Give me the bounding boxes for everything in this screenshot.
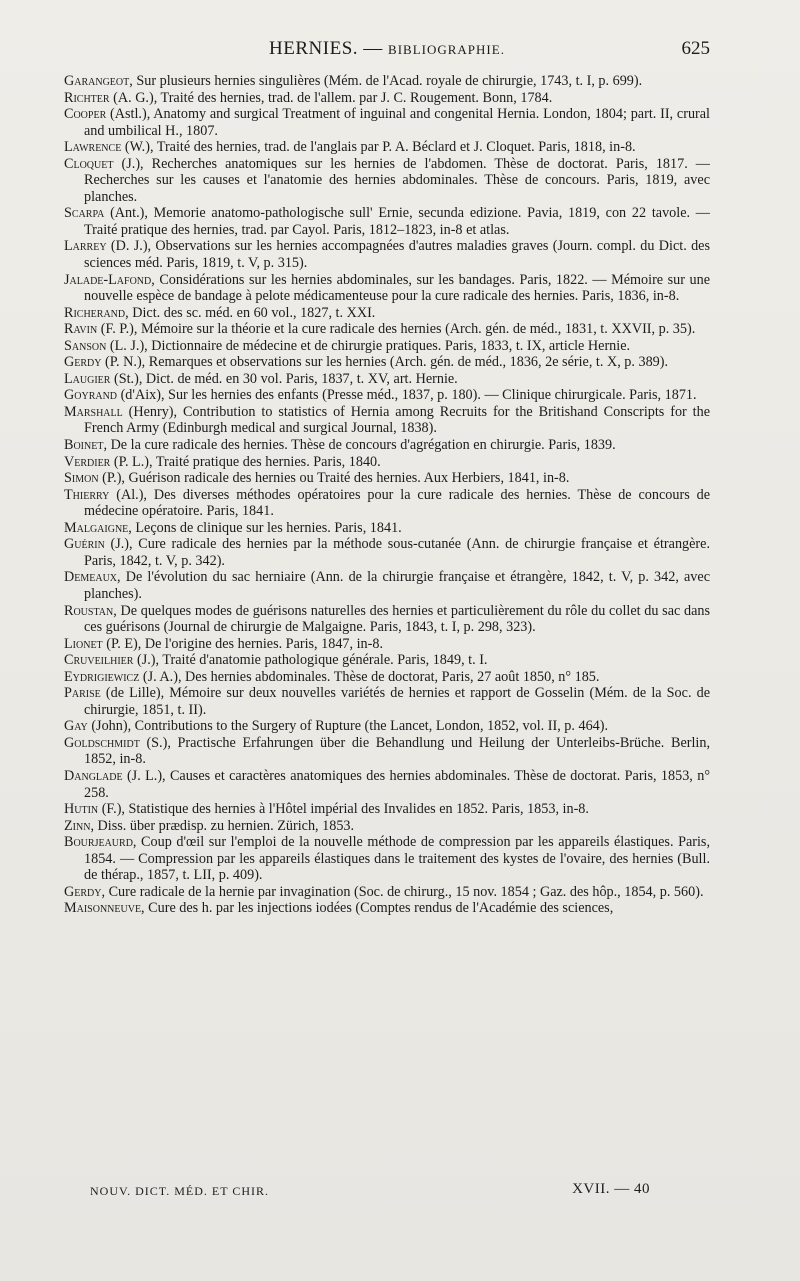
entry-text: (W.), Traité des hernies, trad. de l'anglais par P. A. Béclard et J. Cloquet. Paris, 1818, in-8.: [121, 139, 636, 156]
entry-author: Cooper: [64, 106, 107, 123]
bibliography-entry: [64, 73, 710, 90]
entry-text: (d'Aix), Sur les hernies des enfants (Presse méd., 1837, p. 180). — Clinique chirurgicale. Paris, 1871.: [117, 387, 697, 404]
entry-text: Considérations sur les hernies abdominales, sur les bandages. Paris, 1822. — Mémoire sur une nouvelle espèce de bandage à pelote médicamenteuse pour la cure radicale des hernies. Paris, 1836, in-8.: [84, 271, 710, 305]
entry-text: (P. E), De l'origine des hernies. Paris, 1847, in-8.: [102, 635, 384, 652]
bibliography-entry: [64, 387, 710, 404]
bibliography-entry: [64, 272, 710, 305]
entry-text: Coup d'œil sur l'emploi de la nouvelle méthode de compression par les appareils élastiques. Paris, 1854. — Compression par les appareils élastiques dans le traitement des kystes de l'ovaire, des hernies (Bull. de thérap., 1857, t. LII, p. 409).: [84, 834, 710, 884]
bibliography-entry: [64, 669, 710, 686]
entry-text: Sur plusieurs hernies singulières (Mém. de l'Acad. royale de chirurgie, 1743, t. I, p. 699).: [132, 73, 643, 89]
bibliography-entry: [64, 106, 710, 139]
entry-text: De la cure radicale des hernies. Thèse de concours d'agrégation en chirurgie. Paris, 1839.: [107, 437, 616, 454]
entry-text: (A. G.), Traité des hernies, trad. de l'allem. par J. C. Rougement. Bonn, 1784.: [109, 89, 553, 106]
entry-text: (Al.), Des diverses méthodes opératoires pour la cure radicale des hernies. Thèse de concours de médecine opératoire. Paris, 1841.: [84, 486, 710, 520]
entry-author: Sanson: [64, 337, 107, 354]
entry-author: Goyrand: [64, 387, 118, 404]
entry-text: (D. J.), Observations sur les hernies accompagnées d'autres maladies graves (Journ. compl. du Dict. des sciences méd. Paris, 1819, t. V, p. 315).: [84, 238, 710, 272]
footer-volume-title: NOUV. DICT. MÉD. ET CHIR.: [90, 1184, 270, 1198]
bibliography-list: [64, 73, 710, 917]
entry-text: Dict. des sc. méd. en 60 vol., 1827, t. XXI.: [128, 304, 376, 321]
entry-author: Malgaigne,: [64, 519, 132, 536]
entry-author: Boinet,: [64, 437, 108, 454]
entry-text: Cure des h. par les injections iodées (Comptes rendus de l'Académie des sciences,: [144, 900, 614, 917]
entry-text: (J.), Traité d'anatomie pathologique générale. Paris, 1849, t. I.: [133, 652, 488, 669]
page-footer: [90, 1181, 650, 1204]
entry-author: Gerdy,: [64, 883, 106, 900]
entry-text: (P. L.), Traité pratique des hernies. Paris, 1840.: [110, 453, 381, 470]
page-number: 625: [681, 38, 710, 59]
entry-text: (S.), Practische Erfahrungen über die Behandlung und Heilung der Unterleibs-Brüche. Berlin, 1852, in-8.: [84, 734, 710, 768]
entry-author: Danglade: [64, 767, 123, 784]
entry-author: Eydrigiewicz: [64, 668, 140, 685]
entry-text: (Ant.), Memorie anatomo-pathologische sull' Ernie, secunda edizione. Pavia, 1819, con 22 tavole. — Traité pratique des hernies, trad. par Cayol. Paris, 1812–1823, in-8 et atlas.: [84, 205, 710, 238]
entry-author: Roustan,: [64, 602, 117, 619]
bibliography-entry: [64, 685, 710, 718]
bibliography-entry: [64, 205, 710, 238]
entry-author: Ravin: [64, 321, 98, 338]
entry-author: Zinn,: [64, 817, 94, 834]
entry-author: Demeaux,: [64, 569, 121, 586]
entry-text: Cure radicale de la hernie par invagination (Soc. de chirurg., 15 nov. 1854 ; Gaz. des hôp., 1854, p. 560).: [105, 883, 704, 900]
entry-author: Lawrence: [64, 139, 122, 156]
entry-author: Lionet: [64, 635, 103, 652]
bibliography-entry: [64, 652, 710, 669]
entry-author: Garangeot,: [64, 73, 133, 89]
entry-text: (F. P.), Mémoire sur la théorie et la cure radicale des hernies (Arch. gén. de méd., 1831, t. XXVII, p. 35).: [97, 321, 696, 338]
bibliography-entry: [64, 735, 710, 768]
bibliography-entry: [64, 156, 710, 206]
entry-author: Parise: [64, 685, 101, 702]
entry-text: (P. N.), Remarques et observations sur les hernies (Arch. gén. de méd., 1836, 2e série, t. X, p. 389).: [101, 354, 669, 371]
bibliography-entry: [64, 834, 710, 884]
running-header: [64, 38, 710, 64]
entry-author: Cruveilhier: [64, 652, 134, 669]
bibliography-entry: [64, 801, 710, 818]
entry-text: (J.), Cure radicale des hernies par la méthode sous-cutanée (Ann. de chirurgie française et étrangère. Paris, 1842, t. V, p. 342).: [84, 536, 710, 569]
entry-text: (P.), Guérison radicale des hernies ou Traité des hernies. Aux Herbiers, 1841, in-8.: [98, 470, 570, 487]
entry-author: Laugier: [64, 370, 111, 387]
footer-signature: XVII. — 40: [572, 1181, 650, 1197]
entry-text: (Astl.), Anatomy and surgical Treatment of inguinal and congenital Hernia. London, 1804; part. II, crural and umbilical H., 1807.: [84, 106, 710, 139]
entry-text: (Henry), Contribution to statistics of Hernia among Recruits for the Britishand Conscripts for the French Army (Edinburgh medical and surgical Journal, 1838).: [84, 403, 710, 437]
header-dash: —: [358, 38, 389, 59]
entry-author: Gerdy: [64, 354, 102, 371]
bibliography-entry: [64, 900, 710, 917]
bibliography-entry: [64, 884, 710, 901]
entry-author: Richerand,: [64, 304, 129, 321]
bibliography-entry: [64, 487, 710, 520]
entry-author: Verdier: [64, 453, 111, 470]
bibliography-entry: [64, 305, 710, 322]
entry-author: Cloquet: [64, 155, 114, 172]
bibliography-entry: [64, 603, 710, 636]
header-subtitle: BIBLIOGRAPHIE.: [388, 42, 505, 57]
entry-author: Richter: [64, 89, 110, 106]
entry-author: Hutin: [64, 801, 99, 818]
entry-text: (St.), Dict. de méd. en 30 vol. Paris, 1837, t. XV, art. Hernie.: [110, 370, 458, 387]
entry-text: (J. A.), Des hernies abdominales. Thèse de doctorat, Paris, 27 août 1850, n° 185.: [139, 668, 600, 685]
bibliography-entry: [64, 569, 710, 602]
entry-author: Larrey: [64, 238, 107, 255]
bibliography-entry: [64, 139, 710, 156]
bibliography-entry: [64, 470, 710, 487]
entry-author: Bourjeaurd,: [64, 834, 137, 851]
entry-author: Maisonneuve,: [64, 900, 145, 917]
entry-author: Simon: [64, 470, 99, 487]
bibliography-entry: [64, 818, 710, 835]
bibliography-entry: [64, 371, 710, 388]
entry-text: Diss. über prædisp. zu hernien. Zürich, 1853.: [94, 817, 355, 834]
entry-text: De quelques modes de guérisons naturelles des hernies et particulièrement du rôle du collet du sac dans ces guérisons (Journal de chirurgie de Malgaigne. Paris, 1843, t. I, p. 298, 323).: [84, 602, 710, 636]
entry-author: Marshall: [64, 403, 123, 420]
bibliography-entry: [64, 718, 710, 735]
entry-text: (F.), Statistique des hernies à l'Hôtel impérial des Invalides en 1852. Paris, 1853, in-8.: [98, 801, 589, 818]
header-title: HERNIES.: [269, 38, 359, 59]
entry-author: Guérin: [64, 536, 105, 553]
entry-text: De l'évolution du sac herniaire (Ann. de la chirurgie française et étrangère, 1842, t. V, p. 342, avec planches).: [84, 569, 710, 602]
entry-author: Gay: [64, 718, 88, 735]
bibliography-entry: [64, 520, 710, 537]
entry-text: Leçons de clinique sur les hernies. Paris, 1841.: [131, 519, 402, 536]
bibliography-entry: [64, 90, 710, 107]
bibliography-entry: [64, 338, 710, 355]
bibliography-entry: [64, 437, 710, 454]
entry-text: (John), Contributions to the Surgery of Rupture (the Lancet, London, 1852, vol. II, p. 464).: [87, 718, 609, 735]
bibliography-entry: [64, 238, 710, 271]
bibliography-entry: [64, 321, 710, 338]
bibliography-entry: [64, 454, 710, 471]
bibliography-entry: [64, 354, 710, 371]
entry-text: (de Lille), Mémoire sur deux nouvelles variétés de hernies et rapport de Gosselin (Mém. de la Soc. de chirurgie, 1851, t. II).: [84, 685, 710, 718]
running-title: [64, 38, 710, 60]
entry-author: Scarpa: [64, 205, 105, 222]
bibliography-entry: [64, 768, 710, 801]
bibliography-entry: [64, 536, 710, 569]
bibliography-entry: [64, 404, 710, 437]
bibliography-entry: [64, 636, 710, 653]
entry-text: (L. J.), Dictionnaire de médecine et de chirurgie pratiques. Paris, 1833, t. IX, article Hernie.: [106, 337, 631, 354]
entry-author: Jalade-Lafond,: [64, 271, 155, 288]
entry-author: Goldschmidt: [64, 734, 140, 751]
entry-text: (J. L.), Causes et caractères anatomiques des hernies abdominales. Thèse de doctorat. Paris, 1853, n° 258.: [84, 767, 710, 801]
entry-author: Thierry: [64, 486, 110, 503]
entry-text: (J.), Recherches anatomiques sur les hernies de l'abdomen. Thèse de doctorat. Paris, 1817. — Recherches sur les causes et l'anatomie des hernies abdominales. Thèse de concours. Paris, 1819, avec planches.: [84, 155, 710, 205]
